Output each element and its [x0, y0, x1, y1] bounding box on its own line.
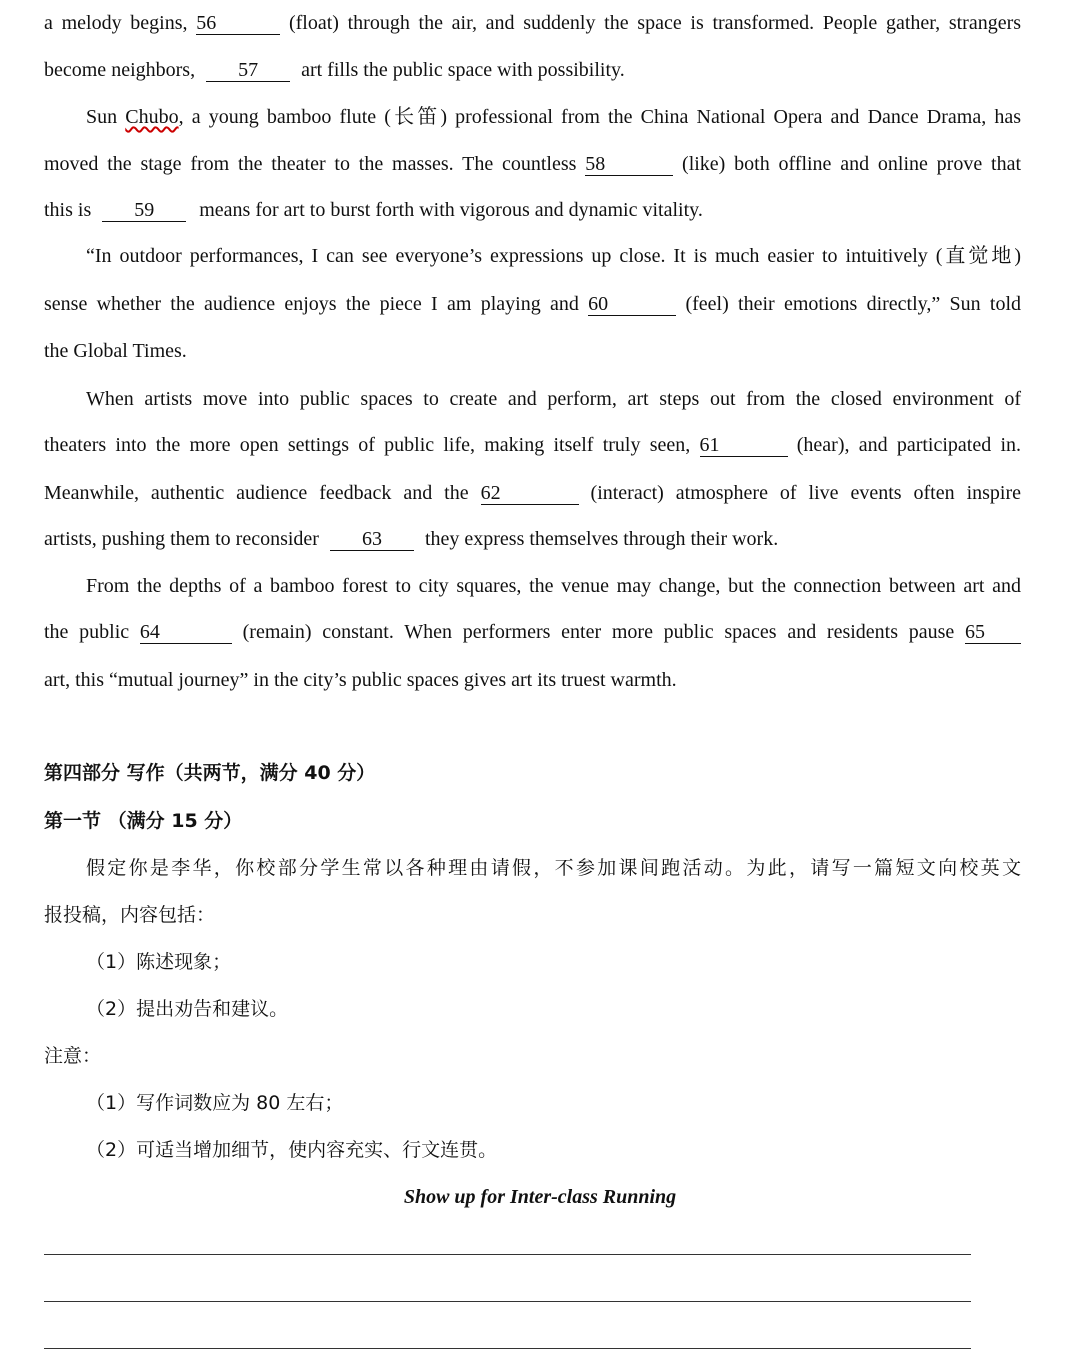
note-label: 注意：	[44, 1045, 102, 1067]
passage-line: Meanwhile, authentic audience feedback and the 62 (interact) atmosphere of live events often inspire	[44, 482, 1022, 504]
misspelled-name: Chubo	[125, 106, 179, 128]
passage-line: When artists move into public spaces to create and perform, art steps out from the closed environment of	[86, 388, 1021, 410]
passage-line: a melody begins, 56 (float) through the air, and suddenly the space is transformed. People gather, strangers	[44, 12, 1022, 34]
passage-line: the public 64 (remain) constant. When performers enter more public spaces and residents pause 65	[44, 619, 1021, 645]
passage-line: moved the stage from the theater to the masses. The countless 58 (like) both offline and online prove that	[44, 153, 1022, 175]
passage-line: the Global Times.	[44, 340, 187, 362]
answer-line[interactable]	[44, 1254, 971, 1255]
blank-59[interactable]: 59	[102, 199, 186, 222]
passage-line: this is 59 means for art to burst forth with vigorous and dynamic vitality.	[44, 199, 703, 221]
essay-title: Show up for Inter-class Running	[403, 1186, 677, 1208]
blank-62[interactable]: 62	[481, 482, 579, 505]
blank-64[interactable]: 64	[140, 621, 232, 644]
writing-prompt: 报投稿，内容包括：	[44, 904, 216, 926]
passage-line: become neighbors, 57 art fills the public space with possibility.	[44, 59, 625, 81]
blank-60[interactable]: 60	[588, 293, 676, 316]
passage-line: Sun Chubo, a young bamboo flute (长笛) professional from the China National Opera and Dance Drama, has	[86, 106, 1021, 128]
requirement-item: （1）陈述现象；	[86, 951, 232, 973]
writing-prompt: 假定你是李华，你校部分学生常以各种理由请假，不参加课间跑活动。为此，请写一篇短文向校英文	[86, 857, 1021, 879]
note-item: （1）写作词数应为 80 左右；	[86, 1092, 344, 1114]
passage-line: artists, pushing them to reconsider 63 they express themselves through their work.	[44, 528, 779, 550]
answer-line[interactable]	[44, 1348, 971, 1349]
blank-63[interactable]: 63	[330, 528, 414, 551]
answer-line[interactable]	[44, 1301, 971, 1302]
blank-61[interactable]: 61	[700, 434, 788, 457]
passage-line: From the depths of a bamboo forest to city squares, the venue may change, but the connection between art and	[86, 575, 1021, 597]
blank-65[interactable]: 65	[965, 621, 1021, 644]
blank-58[interactable]: 58	[585, 153, 673, 176]
blank-57[interactable]: 57	[206, 59, 290, 82]
passage-line: “In outdoor performances, I can see everyone’s expressions up close. It is much easier to intuitively (直觉地)	[86, 245, 1021, 267]
note-item: （2）可适当增加细节，使内容充实、行文连贯。	[86, 1139, 498, 1161]
part-heading: 第四部分 写作（共两节，满分 40 分）	[44, 762, 376, 784]
requirement-item: （2）提出劝告和建议。	[86, 998, 289, 1020]
passage-line: theaters into the more open settings of public life, making itself truly seen, 61 (hear), and participated in.	[44, 434, 1022, 456]
passage-line: art, this “mutual journey” in the city’s public spaces gives art its truest warmth.	[44, 669, 677, 691]
section-heading: 第一节 （满分 15 分）	[44, 810, 243, 832]
passage-line: sense whether the audience enjoys the piece I am playing and 60 (feel) their emotions directly,” Sun told	[44, 293, 1022, 315]
blank-56[interactable]: 56	[196, 12, 280, 35]
